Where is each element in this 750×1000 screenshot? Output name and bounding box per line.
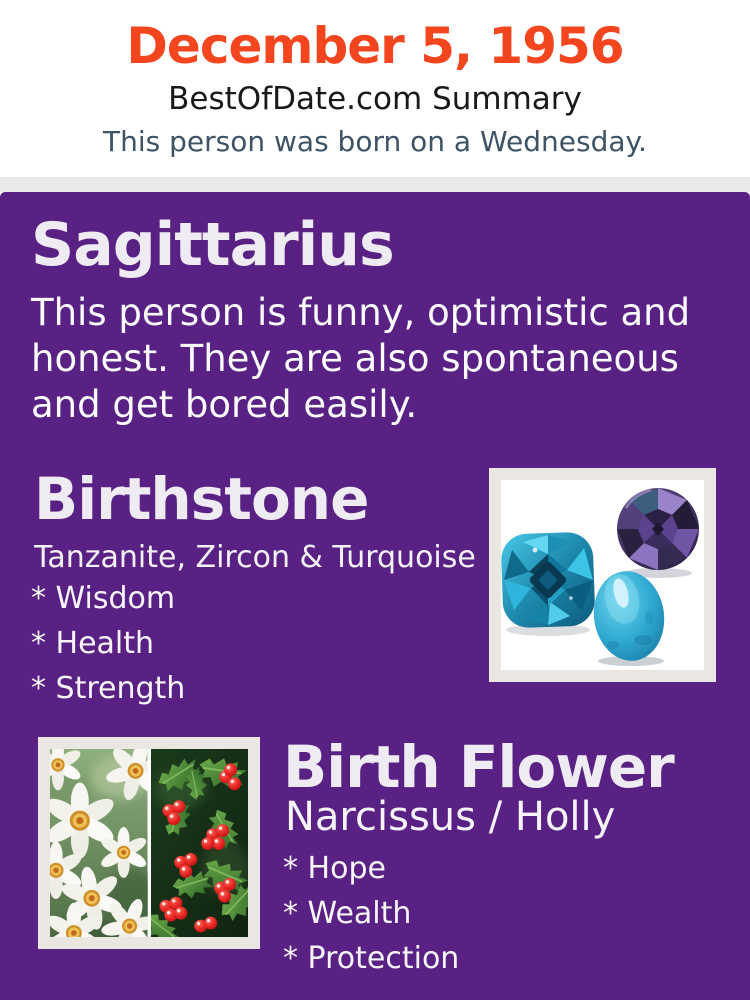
birth-flower-image — [38, 737, 260, 949]
birthstone-trait: * Wisdom — [31, 581, 176, 616]
birth-flower-image-inner — [50, 749, 248, 937]
birth-flower-trait: * Wealth — [283, 896, 412, 931]
turquoise-gem — [588, 567, 670, 666]
purple-section — [0, 192, 750, 1000]
birth-flower-traits — [283, 846, 459, 981]
site-summary-line: BestOfDate.com Summary — [168, 81, 582, 117]
tanzanite-gem — [617, 488, 699, 578]
date-title: December 5, 1956 — [126, 17, 624, 75]
birthstone-image-inner — [501, 480, 704, 670]
header-divider — [0, 177, 750, 192]
birthstone-heading: Birthstone — [34, 465, 369, 533]
narcissus-photo — [50, 749, 148, 937]
birthstone-traits — [31, 576, 185, 711]
birthstone-names: Tanzanite, Zircon & Turquoise — [34, 540, 476, 575]
birth-flower-trait: * Protection — [283, 941, 460, 976]
holly-photo — [151, 749, 249, 937]
birthstone-trait: * Health — [31, 626, 155, 661]
zircon-gem — [501, 531, 596, 636]
birth-flower-names: Narcissus / Holly — [285, 794, 616, 840]
birthstone-image — [489, 468, 716, 682]
birth-flower-heading: Birth Flower — [283, 733, 674, 801]
birth-flower-trait: * Hope — [283, 851, 386, 886]
birthstone-trait: * Strength — [31, 671, 186, 706]
born-weekday-line: This person was born on a Wednesday. — [103, 125, 647, 158]
zodiac-description: This person is funny, optimistic and honest. They are also spontaneous and get bored easily. — [31, 291, 691, 426]
gemstones-illustration — [501, 480, 704, 670]
zodiac-sign-heading: Sagittarius — [31, 210, 394, 280]
